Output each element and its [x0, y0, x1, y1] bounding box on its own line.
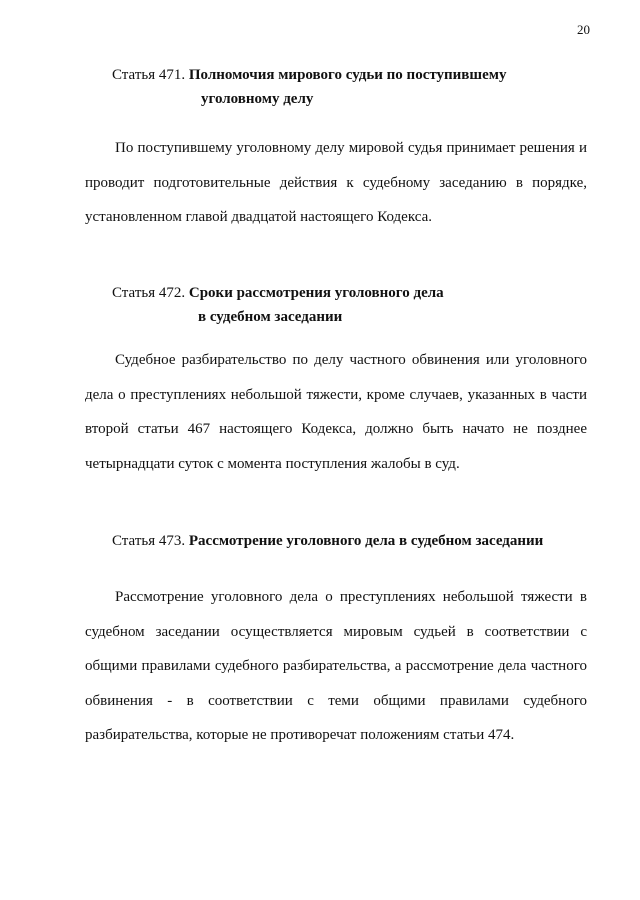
article-472-number: Статья 472.: [112, 285, 186, 301]
article-473-text: Рассмотрение уголовного дела о преступлениях небольшой тяжести в судебном заседании осуществляется мировым судьей в соответствии с общими правилами судебного разбирательства, а рассмотрение дела частного обвинения - в соответствии с теми общими правилами судебного разбирательства, которые не противоречат положениям статьи 474.: [85, 589, 587, 743]
article-473-heading: [112, 529, 592, 553]
article-473-number: Статья 473.: [112, 533, 186, 549]
article-472-title-line1: Сроки рассмотрения уголовного дела: [188, 285, 444, 301]
article-472-text: Судебное разбирательство по делу частного обвинения или уголовного дела о преступлениях небольшой тяжести, кроме случаев, указанных в части второй статьи 467 настоящего Кодекса, должно быть начато не позднее четырнадцати суток с момента поступления жалобы в суд.: [85, 352, 587, 472]
article-471-title-line2: уголовному делу: [201, 91, 314, 107]
page-number: 20: [577, 22, 590, 37]
article-471-heading: [112, 63, 592, 111]
article-472-heading: [112, 281, 592, 329]
article-471-title-line1: Полномочия мирового судьи по поступившему: [188, 67, 507, 83]
article-471-text: По поступившему уголовному делу мировой судья принимает решения и проводит подготовительные действия к судебному заседанию в порядке, установленном главой двадцатой настоящего Кодекса.: [85, 140, 587, 225]
article-471-number: Статья 471.: [112, 67, 186, 83]
article-473-title-line1: Рассмотрение уголовного дела в судебном заседании: [188, 533, 544, 549]
article-472-title-line2: в судебном заседании: [198, 309, 343, 325]
